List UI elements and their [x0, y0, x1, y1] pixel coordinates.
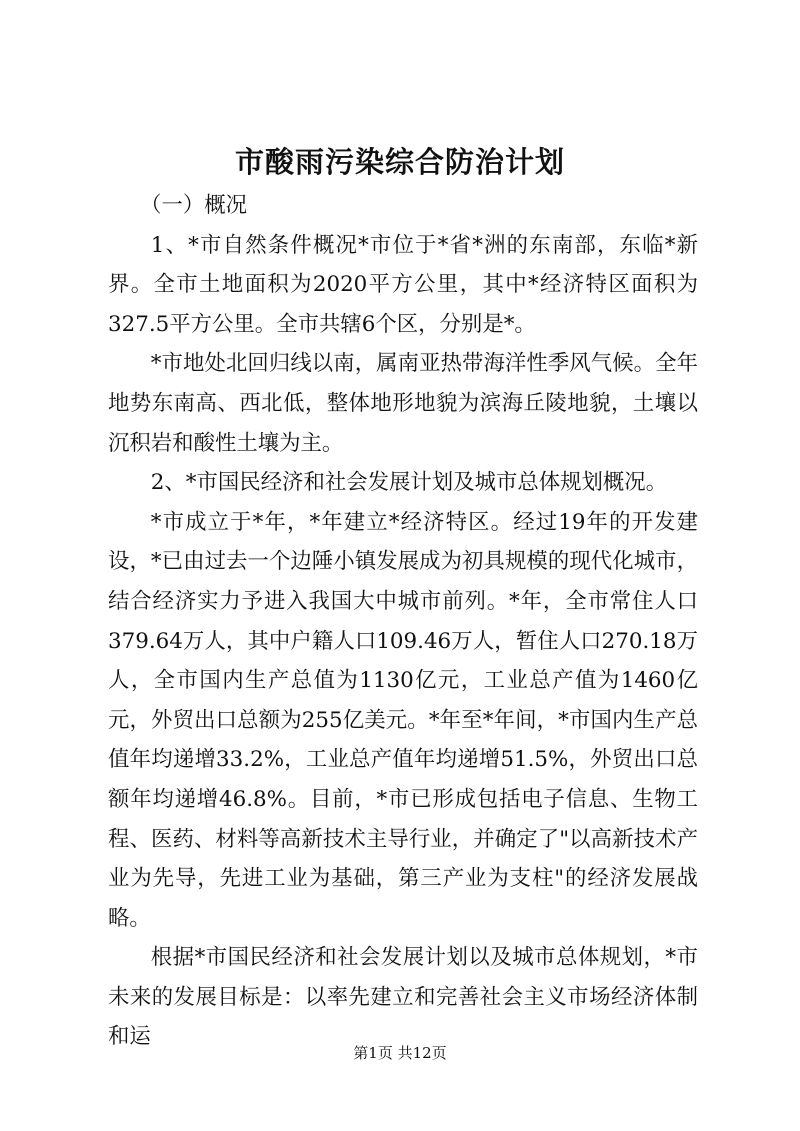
page-footer: 第1页 共12页	[353, 1044, 447, 1062]
paragraph-economic-overview: *市成立于*年，*年建立*经济特区。经过19年的开发建设，*已由过去一个边陲小镇发展成为初具规模的现代化城市，结合经济实力予进入我国大中城市前列。*年，全市常住人口379.64万人，其中户籍人口109.46万人，暂住人口270.18万人，全市国内生产总值为1130亿元，工业总产值为1460亿元，外贸出口总额为255亿美元。*年至*年间，*市国内生产总值年均递增33.2%，工业总产值年均递增51.5%，外贸出口总额年均递增46.8%。目前，*市已形成包括电子信息、生物工程、医药、材料等高新技术主导行业，并确定了"以高新技术产业为先导，先进工业为基础，第三产业为支柱"的经济发展战略。	[108, 509, 698, 931]
paragraph-natural-conditions: 1、*市自然条件概况*市位于*省*洲的东南部，东临*新界。全市土地面积为2020平方公里，其中*经济特区面积为327.5平方公里。全市共辖6个区，分别是*。	[108, 232, 698, 337]
paragraph-economic-plan-heading: 2、*市国民经济和社会发展计划及城市总体规划概况。	[150, 470, 668, 496]
section-heading: （一）概况	[140, 193, 248, 218]
paragraph-development-goals: 根据*市国民经济和社会发展计划以及城市总体规划，*市未来的发展目标是：以率先建立和完善社会主义市场经济体制和运	[108, 945, 698, 1050]
document-body	[108, 186, 698, 1057]
document-title: 市酸雨污染综合防治计划	[234, 145, 565, 179]
paragraph-climate: *市地处北回归线以南，属南亚热带海洋性季风气候。全年地势东南高、西北低，整体地形地貌为滨海丘陵地貌，土壤以沉积岩和酸性土壤为主。	[108, 351, 698, 456]
